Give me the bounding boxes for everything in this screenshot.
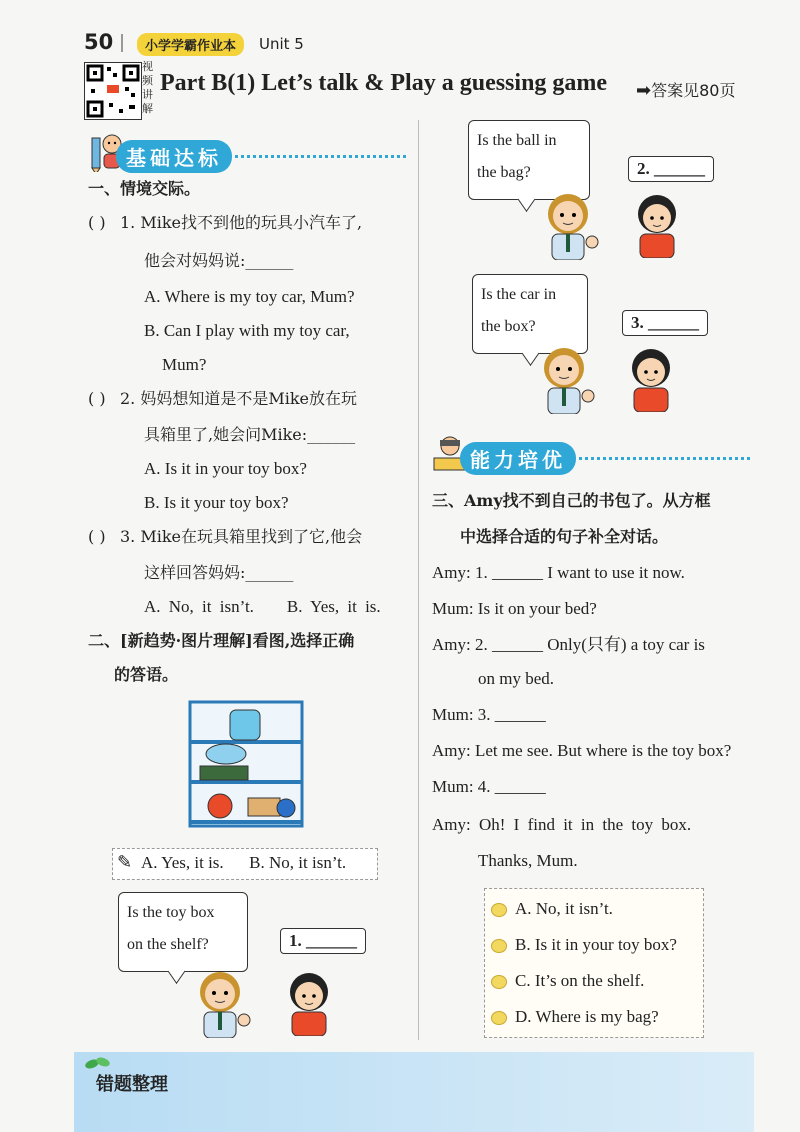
- header-divider: [121, 34, 123, 52]
- q1-text: 1. Mike找不到他的玩具小汽车了,: [120, 213, 363, 232]
- section-banner-basic: [88, 138, 408, 172]
- dialog-line-5: Amy: Let me see. But where is the toy box?: [432, 741, 732, 760]
- section-title-basic: 基础达标: [116, 140, 232, 173]
- q2-text: 2. 妈妈想知道是不是Mike放在玩: [120, 389, 358, 408]
- leaf-icon: [84, 1056, 110, 1070]
- error-notes-title: 错题整理: [96, 1074, 168, 1095]
- part2-choices-box: [112, 848, 378, 880]
- q2-option-a: A. Is it in your toy box?: [144, 459, 307, 478]
- part3-heading: 三、Amy找不到自己的书包了。从方框: [432, 491, 711, 510]
- q3-text-cont: 这样回答妈妈:______: [144, 563, 294, 582]
- bullet-icon: [491, 939, 507, 953]
- section-banner-advanced: [432, 440, 752, 474]
- q1-option-a: A. Where is my toy car, Mum?: [144, 287, 355, 306]
- dialog-line-7: Amy: Oh! I find it in the toy box.: [432, 815, 692, 834]
- q1-text-cont: 他会对妈妈说:______: [144, 251, 294, 270]
- q2-text-cont: 具箱里了,她会问Mike:______: [144, 425, 356, 444]
- banner-dots: [228, 155, 406, 158]
- option-a: A. No, it isn’t.: [491, 899, 613, 919]
- q3-option-b: B. Yes, it is.: [286, 597, 381, 616]
- answer-reference: ➡答案见80页: [636, 80, 736, 101]
- dialog-line-7-cont: Thanks, Mum.: [478, 851, 578, 870]
- bullet-icon: [491, 1011, 507, 1025]
- part2-heading: 二、[新趋势·图片理解]看图,选择正确: [88, 631, 355, 650]
- arrow-right-icon: ➡: [636, 80, 652, 101]
- dialog-line-4: Mum: 3. ______: [432, 705, 546, 724]
- banner-dots: [572, 457, 750, 460]
- dialog1-question-line1: Is the toy box: [127, 904, 215, 921]
- pencil-icon: ✎: [117, 852, 133, 873]
- girl-blonde-icon: [534, 342, 604, 414]
- dialog2-answer[interactable]: 2. ______: [628, 156, 714, 182]
- q1-option-b: B. Can I play with my toy car,: [144, 321, 350, 340]
- options-box: [484, 888, 704, 1038]
- option-b: B. Is it in your toy box?: [491, 935, 677, 955]
- section-title-advanced: 能力培优: [460, 442, 576, 475]
- dialog1-bubble: [118, 892, 248, 972]
- part1-heading: 一、情境交际。: [88, 179, 201, 198]
- q3-option-a: A. No, it isn’t.: [144, 597, 254, 616]
- unit-label: Unit 5: [259, 35, 304, 53]
- dialog3-question-line2: the box?: [481, 318, 536, 335]
- dialog-line-3-cont: on my bed.: [478, 669, 555, 688]
- option-c: C. It’s on the shelf.: [491, 971, 644, 991]
- girl-blonde-icon: [190, 966, 260, 1038]
- qr-label: 视频讲解: [142, 60, 153, 115]
- part2-heading-cont: 的答语。: [114, 665, 179, 684]
- dialog3-question-line1: Is the car in: [481, 286, 557, 303]
- girl-black-hair-icon: [626, 344, 676, 412]
- girl-black-hair-icon: [284, 968, 334, 1036]
- bullet-icon: [491, 975, 507, 989]
- q3-options: [144, 590, 381, 624]
- girl-black-hair-icon: [632, 190, 682, 258]
- q2-option-b: B. Is it your toy box?: [144, 493, 289, 512]
- book-name-badge: 小学学霸作业本: [137, 33, 244, 56]
- dialog1-question-line2: on the shelf?: [127, 936, 209, 953]
- dialog2-question-line2: the bag?: [477, 164, 531, 181]
- shelf-illustration: [186, 698, 306, 830]
- q3-answer-paren[interactable]: ( ): [88, 527, 106, 546]
- bullet-icon: [491, 903, 507, 917]
- page-title: Part B(1) Let’s talk & Play a guessing game: [160, 70, 608, 96]
- error-notes-area[interactable]: [74, 1052, 754, 1132]
- q3-text: 3. Mike在玩具箱里找到了它,他会: [120, 527, 363, 546]
- dialog-line-2: Mum: Is it on your bed?: [432, 599, 597, 618]
- dialog-line-6: Mum: 4. ______: [432, 777, 546, 796]
- dialog1-answer[interactable]: 1. ______: [280, 928, 366, 954]
- q1-option-b-cont: Mum?: [162, 355, 207, 374]
- dialog-line-1: Amy: 1. ______ I want to use it now.: [432, 563, 685, 582]
- dialog-line-3: Amy: 2. ______ Only(只有) a toy car is: [432, 635, 705, 654]
- page-number: 50: [84, 30, 114, 54]
- qr-code-icon[interactable]: [84, 62, 142, 120]
- q2-answer-paren[interactable]: ( ): [88, 389, 106, 408]
- option-d: D. Where is my bag?: [491, 1007, 659, 1027]
- part2-choices: A. Yes, it is. B. No, it isn’t.: [141, 853, 347, 872]
- column-divider: [418, 120, 419, 1040]
- part3-heading-cont: 中选择合适的句子补全对话。: [460, 527, 669, 546]
- dialog3-answer[interactable]: 3. ______: [622, 310, 708, 336]
- dialog2-question-line1: Is the ball in: [477, 132, 557, 149]
- q1-answer-paren[interactable]: ( ): [88, 213, 106, 232]
- girl-blonde-icon: [538, 188, 608, 260]
